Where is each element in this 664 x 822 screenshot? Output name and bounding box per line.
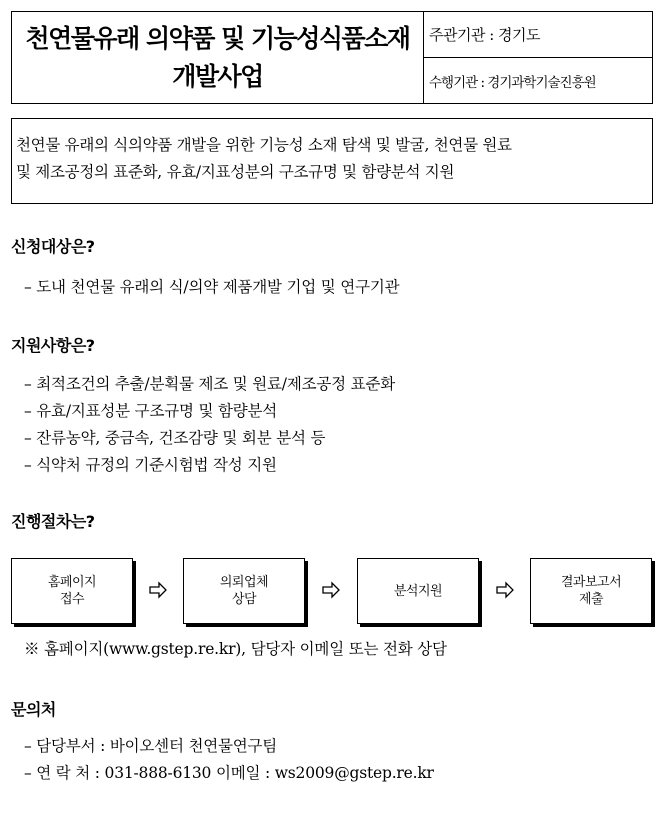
support-list bbox=[24, 371, 395, 479]
organizer-label: 주관기관 : 경기도 bbox=[429, 26, 541, 44]
section-title-target: 신청대상은? bbox=[11, 237, 95, 256]
description-box bbox=[11, 118, 653, 204]
list-item: – 담당부서 : 바이오센터 천연물연구팀 bbox=[24, 737, 278, 755]
step-label: 제출 bbox=[578, 592, 604, 607]
contact-list bbox=[24, 733, 434, 787]
step-consult bbox=[183, 558, 305, 624]
agency-info bbox=[424, 12, 652, 103]
list-item: – 식약처 규정의 기준시험법 작성 지원 bbox=[24, 456, 277, 474]
step-label: 홈페이지 bbox=[47, 575, 97, 590]
step-label: 분석지원 bbox=[393, 583, 443, 599]
arrow-right-icon bbox=[495, 580, 515, 600]
page-title-line1: 천연물유래 의약품 및 기능성식품소재 bbox=[25, 23, 410, 53]
list-item: – 연 락 처 : 031-888-6130 이메일 : ws2009@gstep.re.kr bbox=[24, 764, 434, 782]
list-item: – 최적조건의 추출/분획물 제조 및 원료/제조공정 표준화 bbox=[24, 375, 395, 393]
step-label: 접수 bbox=[59, 592, 85, 607]
step-report bbox=[530, 558, 652, 624]
title-cell bbox=[12, 12, 424, 103]
step-label: 결과보고서 bbox=[560, 575, 622, 590]
description-line: 및 제조공정의 표준화, 유효/지표성분의 구조규명 및 함량분석 지원 bbox=[16, 163, 455, 181]
description-line: 천연물 유래의 식의약품 개발을 위한 기능성 소재 탐색 및 발굴, 천연물 원료 bbox=[16, 136, 512, 154]
section-title-procedure: 진행절차는? bbox=[11, 512, 95, 531]
step-homepage bbox=[11, 558, 133, 624]
step-label: 의뢰업체 bbox=[219, 575, 269, 590]
page-title-line2: 개발사업 bbox=[172, 61, 263, 91]
section-title-contact: 문의처 bbox=[11, 700, 56, 719]
step-analysis bbox=[357, 558, 479, 624]
section-title-support: 지원사항은? bbox=[11, 336, 95, 355]
target-list bbox=[24, 274, 399, 301]
step-label: 상담 bbox=[231, 592, 257, 607]
arrow-right-icon bbox=[321, 580, 341, 600]
list-item: – 잔류농약, 중금속, 건조감량 및 회분 분석 등 bbox=[24, 429, 326, 447]
list-item: – 도내 천연물 유래의 식/의약 제품개발 기업 및 연구기관 bbox=[24, 278, 400, 296]
header-table bbox=[11, 11, 653, 104]
executor-label: 수행기관 : 경기과학기술진흥원 bbox=[424, 57, 652, 103]
process-flow bbox=[11, 558, 653, 626]
list-item: – 유효/지표성분 구조규명 및 함량분석 bbox=[24, 402, 278, 420]
arrow-right-icon bbox=[148, 580, 168, 600]
procedure-note: ※ 홈페이지(www.gstep.re.kr), 담당자 이메일 또는 전화 상담 bbox=[24, 640, 447, 658]
